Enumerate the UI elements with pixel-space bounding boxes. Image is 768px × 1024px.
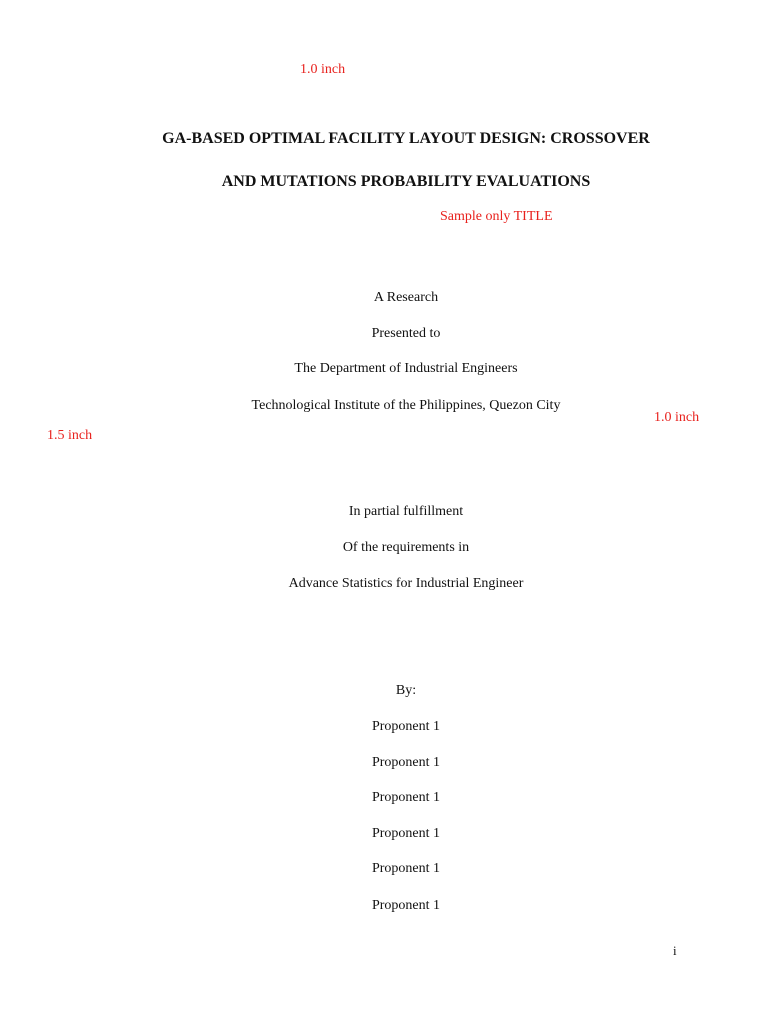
fulfillment-line-2: Of the requirements in [342,540,470,555]
fulfillment-line-3: Advance Statistics for Industrial Engineer [288,576,524,591]
top-margin-note: 1.0 inch [300,62,346,77]
title-line-2: AND MUTATIONS PROBABILITY EVALUATIONS [221,173,591,190]
presentation-line-1: A Research [373,290,439,305]
proponent-1: Proponent 1 [371,719,441,734]
presentation-line-3: The Department of Industrial Engineers [294,361,518,376]
proponent-4: Proponent 1 [371,826,441,841]
page-number: i [673,943,677,958]
presentation-line-2: Presented to [371,326,441,341]
title-sample-note: Sample only TITLE [440,209,553,224]
presentation-line-4: Technological Institute of the Philippines, Quezon City [251,398,561,413]
proponent-6: Proponent 1 [371,898,441,913]
left-margin-note: 1.5 inch [47,428,93,443]
proponent-2: Proponent 1 [371,755,441,770]
title-line-1: GA-BASED OPTIMAL FACILITY LAYOUT DESIGN: CROSSOVER [162,130,650,147]
right-margin-note: 1.0 inch [654,410,700,425]
proponent-3: Proponent 1 [371,790,441,805]
proponent-5: Proponent 1 [371,861,441,876]
fulfillment-line-1: In partial fulfillment [348,504,464,519]
authors-label: By: [395,683,417,698]
